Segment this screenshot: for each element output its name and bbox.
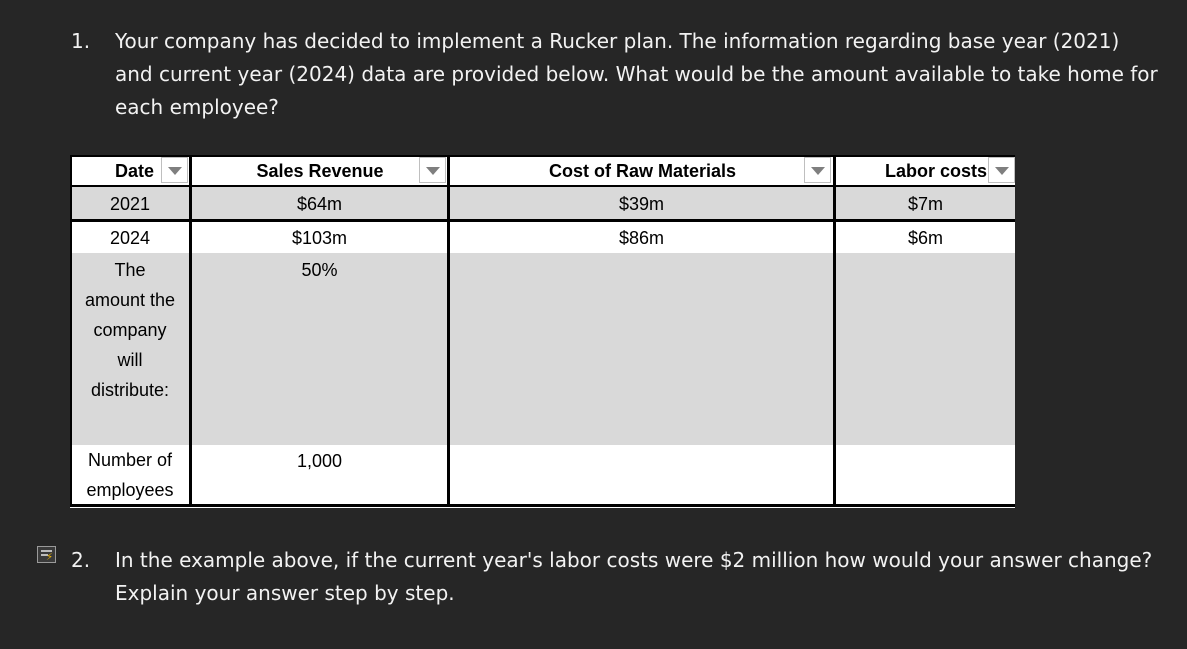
data-table — [70, 155, 1015, 508]
cell-2021-raw: $39m — [618, 194, 665, 214]
sticky-note-bolt-icon[interactable]: ⚡ — [37, 546, 56, 563]
header-divider — [70, 185, 1015, 187]
distribute-label-line: distribute: — [90, 380, 170, 400]
cell-2021-sales: $64m — [296, 194, 343, 214]
distribute-label-line: amount the — [84, 290, 176, 310]
cell-2024-date: 2024 — [109, 228, 151, 248]
header-date: Date — [114, 161, 154, 181]
employees-label-line: employees — [86, 480, 174, 500]
column-divider — [447, 155, 450, 507]
header-labor-costs: Labor costs — [884, 161, 987, 181]
column-divider — [189, 155, 192, 507]
table-top-border — [70, 155, 1015, 157]
cell-2024-sales: $103m — [291, 228, 348, 248]
distribute-label-line: will — [117, 350, 143, 370]
question-2-number: 2. — [71, 548, 91, 572]
question-1-number: 1. — [71, 29, 91, 53]
cell-2024-raw: $86m — [618, 228, 665, 248]
cell-2021-date: 2021 — [109, 194, 151, 214]
distribute-label-line: The — [114, 260, 146, 280]
sales-filter-dropdown-icon[interactable] — [419, 157, 446, 183]
header-raw-materials: Cost of Raw Materials — [548, 161, 737, 181]
question-1-text: Your company has decided to implement a Rucker plan. The information regarding base year (2021) and current year (2024) data are provided below. What would be the amount available to take home for each employee? — [115, 29, 1158, 119]
distribute-label — [70, 255, 190, 405]
raw-materials-filter-dropdown-icon[interactable] — [804, 157, 831, 183]
distribute-label-line: company — [93, 320, 167, 340]
cell-2024-labor: $6m — [907, 228, 943, 248]
question-2-text: In the example above, if the current year's labor costs were $2 million how would your answer change? Explain your answer step by step. — [115, 548, 1153, 605]
row-divider — [70, 219, 1015, 222]
table-left-border — [70, 155, 72, 507]
row-band-distribute — [70, 253, 1015, 445]
column-divider — [833, 155, 836, 507]
labor-filter-dropdown-icon[interactable] — [988, 157, 1015, 183]
header-sales-revenue: Sales Revenue — [256, 161, 384, 181]
table-bottom-border — [70, 504, 1015, 507]
employees-value: 1,000 — [296, 451, 343, 471]
cell-2021-labor: $7m — [907, 194, 943, 214]
employees-label — [70, 445, 190, 505]
employees-label-line: Number of — [87, 450, 173, 470]
date-filter-dropdown-icon[interactable] — [161, 157, 188, 183]
distribute-value: 50% — [301, 260, 338, 280]
